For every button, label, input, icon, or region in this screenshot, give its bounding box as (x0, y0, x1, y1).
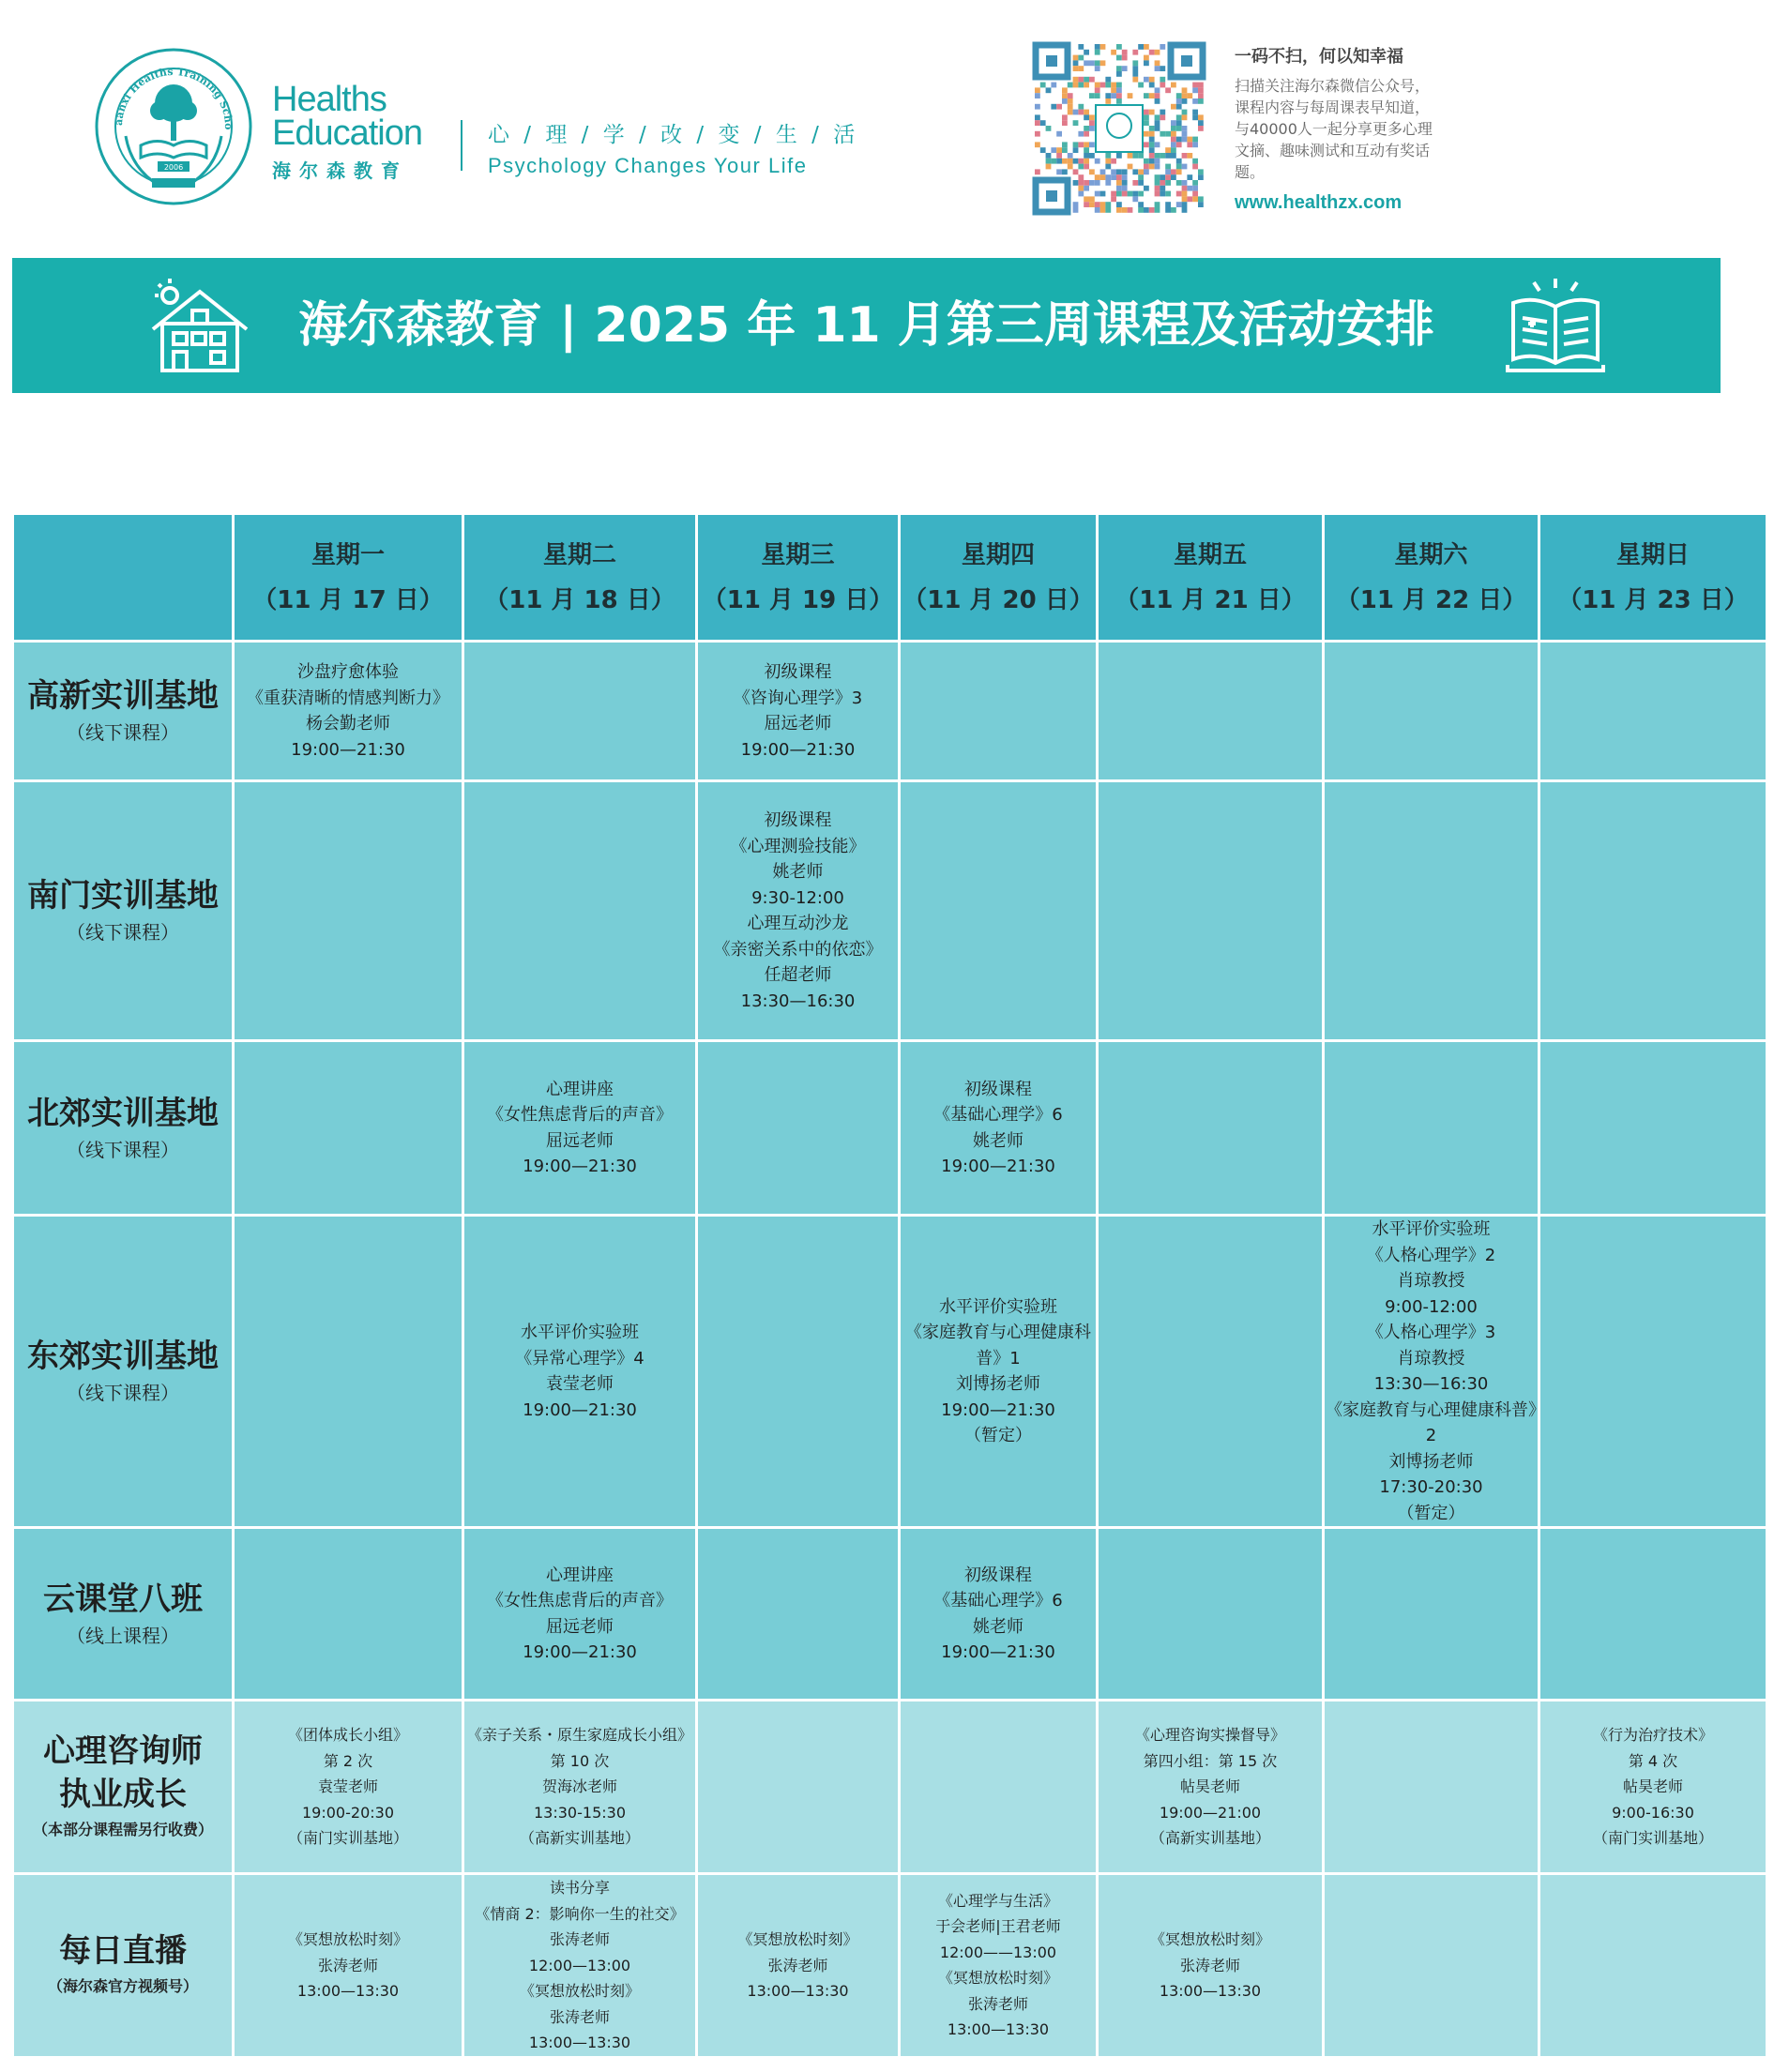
day-header (1099, 515, 1322, 640)
schedule-cell (1325, 1217, 1538, 1526)
schedule-cell (1099, 1701, 1322, 1872)
cell-line: 杨会勤老师 (306, 714, 390, 734)
schedule-cell (1099, 643, 1322, 779)
location-name-line1: 心理咨询师 (43, 1732, 203, 1770)
cell-line: 姚老师 (973, 1616, 1023, 1637)
cell-line: 心理互动沙龙 (747, 914, 849, 933)
location-cell (14, 1217, 232, 1526)
cell-line: （暂定） (1397, 1503, 1465, 1523)
cell-line: 13:00—13:30 (296, 1982, 400, 2000)
cell-line: 心理讲座 (546, 1079, 614, 1099)
location-type: （线上课程） (67, 1624, 179, 1647)
schedule-cell (1540, 643, 1766, 779)
cell-line: 13:30—16:30 (740, 991, 856, 1011)
row-daily-live (14, 1875, 1766, 2056)
cell-line: 《咨询心理学》3 (733, 688, 863, 708)
cell-line: 19:00—21:30 (291, 739, 405, 760)
cell-line: 姚老师 (772, 862, 824, 882)
qr-title: 一码不扫，何以知幸福 (1235, 47, 1403, 67)
cell-line: 《心理咨询实操督导》 (1134, 1726, 1285, 1745)
location-name: 云课堂八班 (43, 1580, 203, 1618)
cell-line: 19:00—21:30 (941, 1157, 1055, 1176)
cell-line: 《冥想放松时刻》 (287, 1930, 408, 1948)
cell-line: 《亲子关系・原生家庭成长小组》 (466, 1726, 692, 1745)
schedule-cell (1540, 1217, 1766, 1526)
row-nanmen (14, 782, 1766, 1039)
schedule-cell (1325, 782, 1538, 1039)
cell-line: 张涛老师 (549, 2007, 610, 2026)
cell-line: （高新实训基地） (1149, 1829, 1270, 1848)
cell-line: 《冥想放松时刻》 (1149, 1930, 1270, 1948)
cell-line: 水平评价实验班 (1372, 1219, 1491, 1239)
cell-line: 肖琼教授 (1397, 1348, 1465, 1369)
schedule-cell (464, 1701, 695, 1872)
cell-line: （暂定） (964, 1426, 1032, 1445)
website-link[interactable]: www.healthzx.com (1235, 192, 1403, 213)
cell-line: 《心理测验技能》 (730, 836, 866, 856)
day-name: 星期一 (311, 540, 385, 569)
schedule-cell (698, 782, 898, 1039)
cell-line: 13:00—13:30 (528, 2034, 631, 2051)
schedule-cell (235, 1875, 462, 2056)
cell-line: 19:00—21:30 (941, 1642, 1055, 1662)
schedule-cell (1540, 1529, 1766, 1699)
schedule-cell (464, 1217, 695, 1526)
cell-line: 《基础心理学》6 (933, 1591, 1063, 1611)
qr-info (1235, 43, 1441, 214)
cell-line: 张涛老师 (767, 1956, 828, 1974)
schedule-cell (1325, 643, 1538, 779)
cell-line: 《团体成长小组》 (287, 1726, 408, 1745)
schedule-cell (698, 1217, 898, 1526)
location-type: （线下课程） (67, 1138, 179, 1161)
cell-line: 袁莹老师 (317, 1777, 378, 1796)
day-name: 星期五 (1173, 540, 1247, 569)
day-header (1540, 515, 1766, 640)
row-yunketang (14, 1529, 1766, 1699)
location-cell (14, 782, 232, 1039)
cell-line: 《基础心理学》6 (933, 1105, 1063, 1125)
cell-line: 《情商 2：影响你一生的社交》 (475, 1904, 685, 1923)
schedule-cell (1099, 782, 1322, 1039)
schedule-cell (1325, 1529, 1538, 1699)
location-name: 南门实训基地 (27, 877, 219, 915)
cell-line: 12:00—13:00 (528, 1956, 631, 1974)
cell-line: 袁莹老师 (546, 1374, 614, 1394)
cell-line: 肖琼教授 (1397, 1271, 1465, 1291)
schedule-cell (464, 1875, 695, 2056)
day-name: 星期二 (542, 540, 616, 569)
schedule-cell (1325, 1042, 1538, 1214)
banner-title: 海尔森教育 | 2025 年 11 月第三周课程及活动安排 (298, 297, 1434, 354)
cell-line: 屈远老师 (546, 1616, 614, 1637)
cell-line: 9:00-12:00 (1385, 1296, 1478, 1317)
day-date: （11 月 21 日） (1114, 585, 1306, 614)
cell-line: 心理讲座 (546, 1565, 614, 1585)
location-type: （线下课程） (67, 921, 179, 944)
cell-line: 《家庭教育与心理健康科普》1 (905, 1323, 1091, 1369)
schedule-cell (698, 1875, 898, 2056)
location-name: 北郊实训基地 (27, 1094, 219, 1132)
schedule-cell (1099, 1875, 1322, 2056)
location-name-line2: 执业成长 (59, 1776, 187, 1813)
schedule-cell (1540, 1042, 1766, 1214)
day-header (1325, 515, 1538, 640)
cell-line: （高新实训基地） (519, 1829, 640, 1848)
location-type: （海尔森官方视频号） (47, 1977, 198, 1996)
location-type: （线下课程） (67, 721, 179, 744)
day-date: （11 月 23 日） (1557, 585, 1749, 614)
slogan-cn: 心 / 理 / 学 / 改 / 变 / 生 / 活 (488, 123, 859, 147)
qr-description: 扫描关注海尔森微信公众号，课程内容与每周课表早知道，与40000人一起分享更多心理文摘、趣味测试和互动有奖话题。 (1235, 77, 1433, 181)
cell-line: 《异常心理学》4 (515, 1348, 644, 1369)
cell-line: 初级课程 (764, 662, 832, 682)
schedule-cell (1099, 1529, 1322, 1699)
cell-line: 于会老师|王君老师 (935, 1917, 1061, 1936)
cell-line: 刘博扬老师 (956, 1374, 1040, 1394)
schedule-cell (464, 782, 695, 1039)
cell-line: 水平评价实验班 (521, 1323, 639, 1342)
schedule-cell (464, 643, 695, 779)
schedule-cell (235, 1529, 462, 1699)
day-name: 星期三 (761, 540, 835, 569)
cell-line: 《女性焦虑背后的声音》 (487, 1105, 673, 1125)
cell-line: 《家庭教育与心理健康科普》2 (1326, 1399, 1537, 1445)
weekly-schedule-table (11, 512, 1768, 2059)
day-header (235, 515, 462, 640)
cell-line: 任超老师 (764, 965, 832, 985)
cell-line: 沙盘疗愈体验 (297, 662, 399, 682)
day-name: 星期六 (1394, 540, 1468, 569)
schedule-cell (901, 1875, 1096, 2056)
badge-arc-text: aanxi Healths Training Scho (112, 65, 235, 130)
day-date: （11 月 18 日） (484, 585, 675, 614)
cell-line: （南门实训基地） (287, 1829, 408, 1848)
location-cell (14, 1701, 232, 1872)
location-cell (14, 643, 232, 779)
day-header-row (14, 515, 1766, 640)
cell-line: 19:00—21:00 (1159, 1803, 1262, 1822)
cell-line: 初级课程 (764, 810, 832, 830)
location-type: （线下课程） (67, 1382, 179, 1404)
wechat-qr-code (1032, 41, 1206, 216)
schedule-cell (235, 1217, 462, 1526)
cell-line: 《行为治疗技术》 (1592, 1726, 1713, 1745)
day-name: 星期日 (1615, 540, 1690, 569)
cell-line: 读书分享 (549, 1879, 610, 1897)
schedule-cell (1540, 1875, 1766, 2056)
brand-divider (461, 120, 462, 171)
cell-line: 17:30-20:30 (1379, 1477, 1483, 1497)
cell-line: 屈远老师 (546, 1130, 614, 1151)
schedule-cell (235, 643, 462, 779)
cell-line: 《冥想放松时刻》 (937, 1969, 1058, 1988)
schedule-cell (901, 782, 1096, 1039)
cell-line: （南门实训基地） (1592, 1829, 1713, 1848)
cell-line: 屈远老师 (764, 714, 832, 734)
cell-line: 《亲密关系中的依恋》 (713, 939, 883, 960)
cell-line: 张涛老师 (1179, 1956, 1240, 1974)
cell-line: 《人格心理学》3 (1366, 1323, 1496, 1342)
day-header (698, 515, 898, 640)
schedule-cell (901, 1042, 1096, 1214)
location-cell (14, 1875, 232, 2056)
cell-line: 19:00—21:30 (523, 1642, 637, 1662)
cell-line: 19:00—21:30 (740, 739, 856, 760)
location-type: （本部分课程需另行收费） (32, 1821, 213, 1838)
brand-cn: 海尔森教育 (272, 159, 408, 182)
cell-line: 19:00—21:30 (941, 1399, 1055, 1420)
cell-line: 帖昊老师 (1622, 1777, 1683, 1796)
schedule-cell (1099, 1217, 1322, 1526)
location-cell (14, 1042, 232, 1214)
cell-line: 《重获清晰的情感判断力》 (247, 688, 449, 708)
day-date: （11 月 22 日） (1335, 585, 1527, 614)
schedule-cell (235, 1701, 462, 1872)
day-date: （11 月 20 日） (902, 585, 1094, 614)
row-dongjiao (14, 1217, 1766, 1526)
schedule-cell (464, 1042, 695, 1214)
day-date: （11 月 17 日） (252, 585, 444, 614)
cell-line: 《冥想放松时刻》 (519, 1982, 640, 2000)
cell-line: 《女性焦虑背后的声音》 (487, 1591, 673, 1611)
location-name: 东郊实训基地 (27, 1338, 219, 1375)
brand-name (272, 80, 423, 183)
schedule-cell (901, 643, 1096, 779)
schedule-cell (698, 1701, 898, 1872)
cell-line: 张涛老师 (317, 1956, 378, 1974)
cell-line: 贺海冰老师 (541, 1777, 617, 1796)
cell-line: 张涛老师 (967, 1994, 1028, 2013)
day-date: （11 月 19 日） (702, 585, 894, 614)
row-counselor-growth (14, 1701, 1766, 1872)
cell-line: 19:00—21:30 (523, 1157, 637, 1176)
cell-line: 第 4 次 (1628, 1751, 1678, 1770)
cell-line: 19:00-20:30 (302, 1803, 394, 1822)
location-name: 高新实训基地 (27, 677, 219, 715)
schedule-cell (698, 643, 898, 779)
schedule-cell (1540, 782, 1766, 1039)
badge-year: 2006 (163, 163, 184, 172)
location-name: 每日直播 (59, 1932, 187, 1971)
cell-line: 刘博扬老师 (1388, 1451, 1474, 1472)
row-gaoxin (14, 643, 1766, 779)
cell-line: 《冥想放松时刻》 (737, 1930, 858, 1948)
day-header (464, 515, 695, 640)
schedule-cell (901, 1529, 1096, 1699)
schedule-cell (698, 1042, 898, 1214)
day-name: 星期四 (961, 540, 1035, 569)
schedule-cell (1540, 1701, 1766, 1872)
cell-line: 19:00—21:30 (523, 1399, 637, 1420)
cell-line: 13:00—13:30 (1159, 1982, 1262, 2000)
cell-line: 第 2 次 (323, 1751, 373, 1770)
row-beijiao (14, 1042, 1766, 1214)
cell-line: 12:00——13:00 (939, 1943, 1057, 1961)
cell-line: 初级课程 (964, 1079, 1032, 1099)
title-banner (12, 258, 1721, 393)
school-logo-badge (94, 47, 253, 206)
schedule-cell (235, 1042, 462, 1214)
location-cell (14, 1529, 232, 1699)
cell-line: 姚老师 (973, 1130, 1023, 1151)
cell-line: 初级课程 (964, 1565, 1032, 1585)
schedule-cell (901, 1217, 1096, 1526)
cell-line: 第四小组：第 15 次 (1143, 1751, 1278, 1770)
schedule-cell (464, 1529, 695, 1699)
cell-line: 9:30-12:00 (751, 887, 844, 908)
schedule-cell (1325, 1701, 1538, 1872)
cell-line: 第 10 次 (550, 1751, 610, 1770)
cell-line: 9:00-16:30 (1612, 1803, 1694, 1822)
schedule-cell (698, 1529, 898, 1699)
brand-en-line1: Healths (272, 80, 387, 119)
slogan-en: Psychology Changes Your Life (488, 154, 808, 177)
slogan (488, 117, 858, 178)
day-header (901, 515, 1096, 640)
schedule-cell (901, 1701, 1096, 1872)
cell-line: 水平评价实验班 (939, 1296, 1057, 1317)
cell-line: 张涛老师 (549, 1930, 610, 1948)
cell-line: 13:30—16:30 (1373, 1374, 1489, 1394)
corner-cell (14, 515, 232, 640)
cell-line: 13:00—13:30 (947, 2020, 1050, 2039)
schedule-cell (1325, 1875, 1538, 2056)
cell-line: 《心理学与生活》 (937, 1891, 1058, 1910)
schedule-cell (235, 782, 462, 1039)
open-book-icon (1504, 275, 1607, 376)
schedule-cell (1099, 1042, 1322, 1214)
cell-line: 13:00—13:30 (747, 1982, 849, 2000)
cell-line: 帖昊老师 (1179, 1777, 1240, 1796)
cell-line: 《人格心理学》2 (1366, 1245, 1496, 1265)
cell-line: 13:30-15:30 (534, 1803, 626, 1822)
brand-en-line2: Education (272, 113, 423, 153)
